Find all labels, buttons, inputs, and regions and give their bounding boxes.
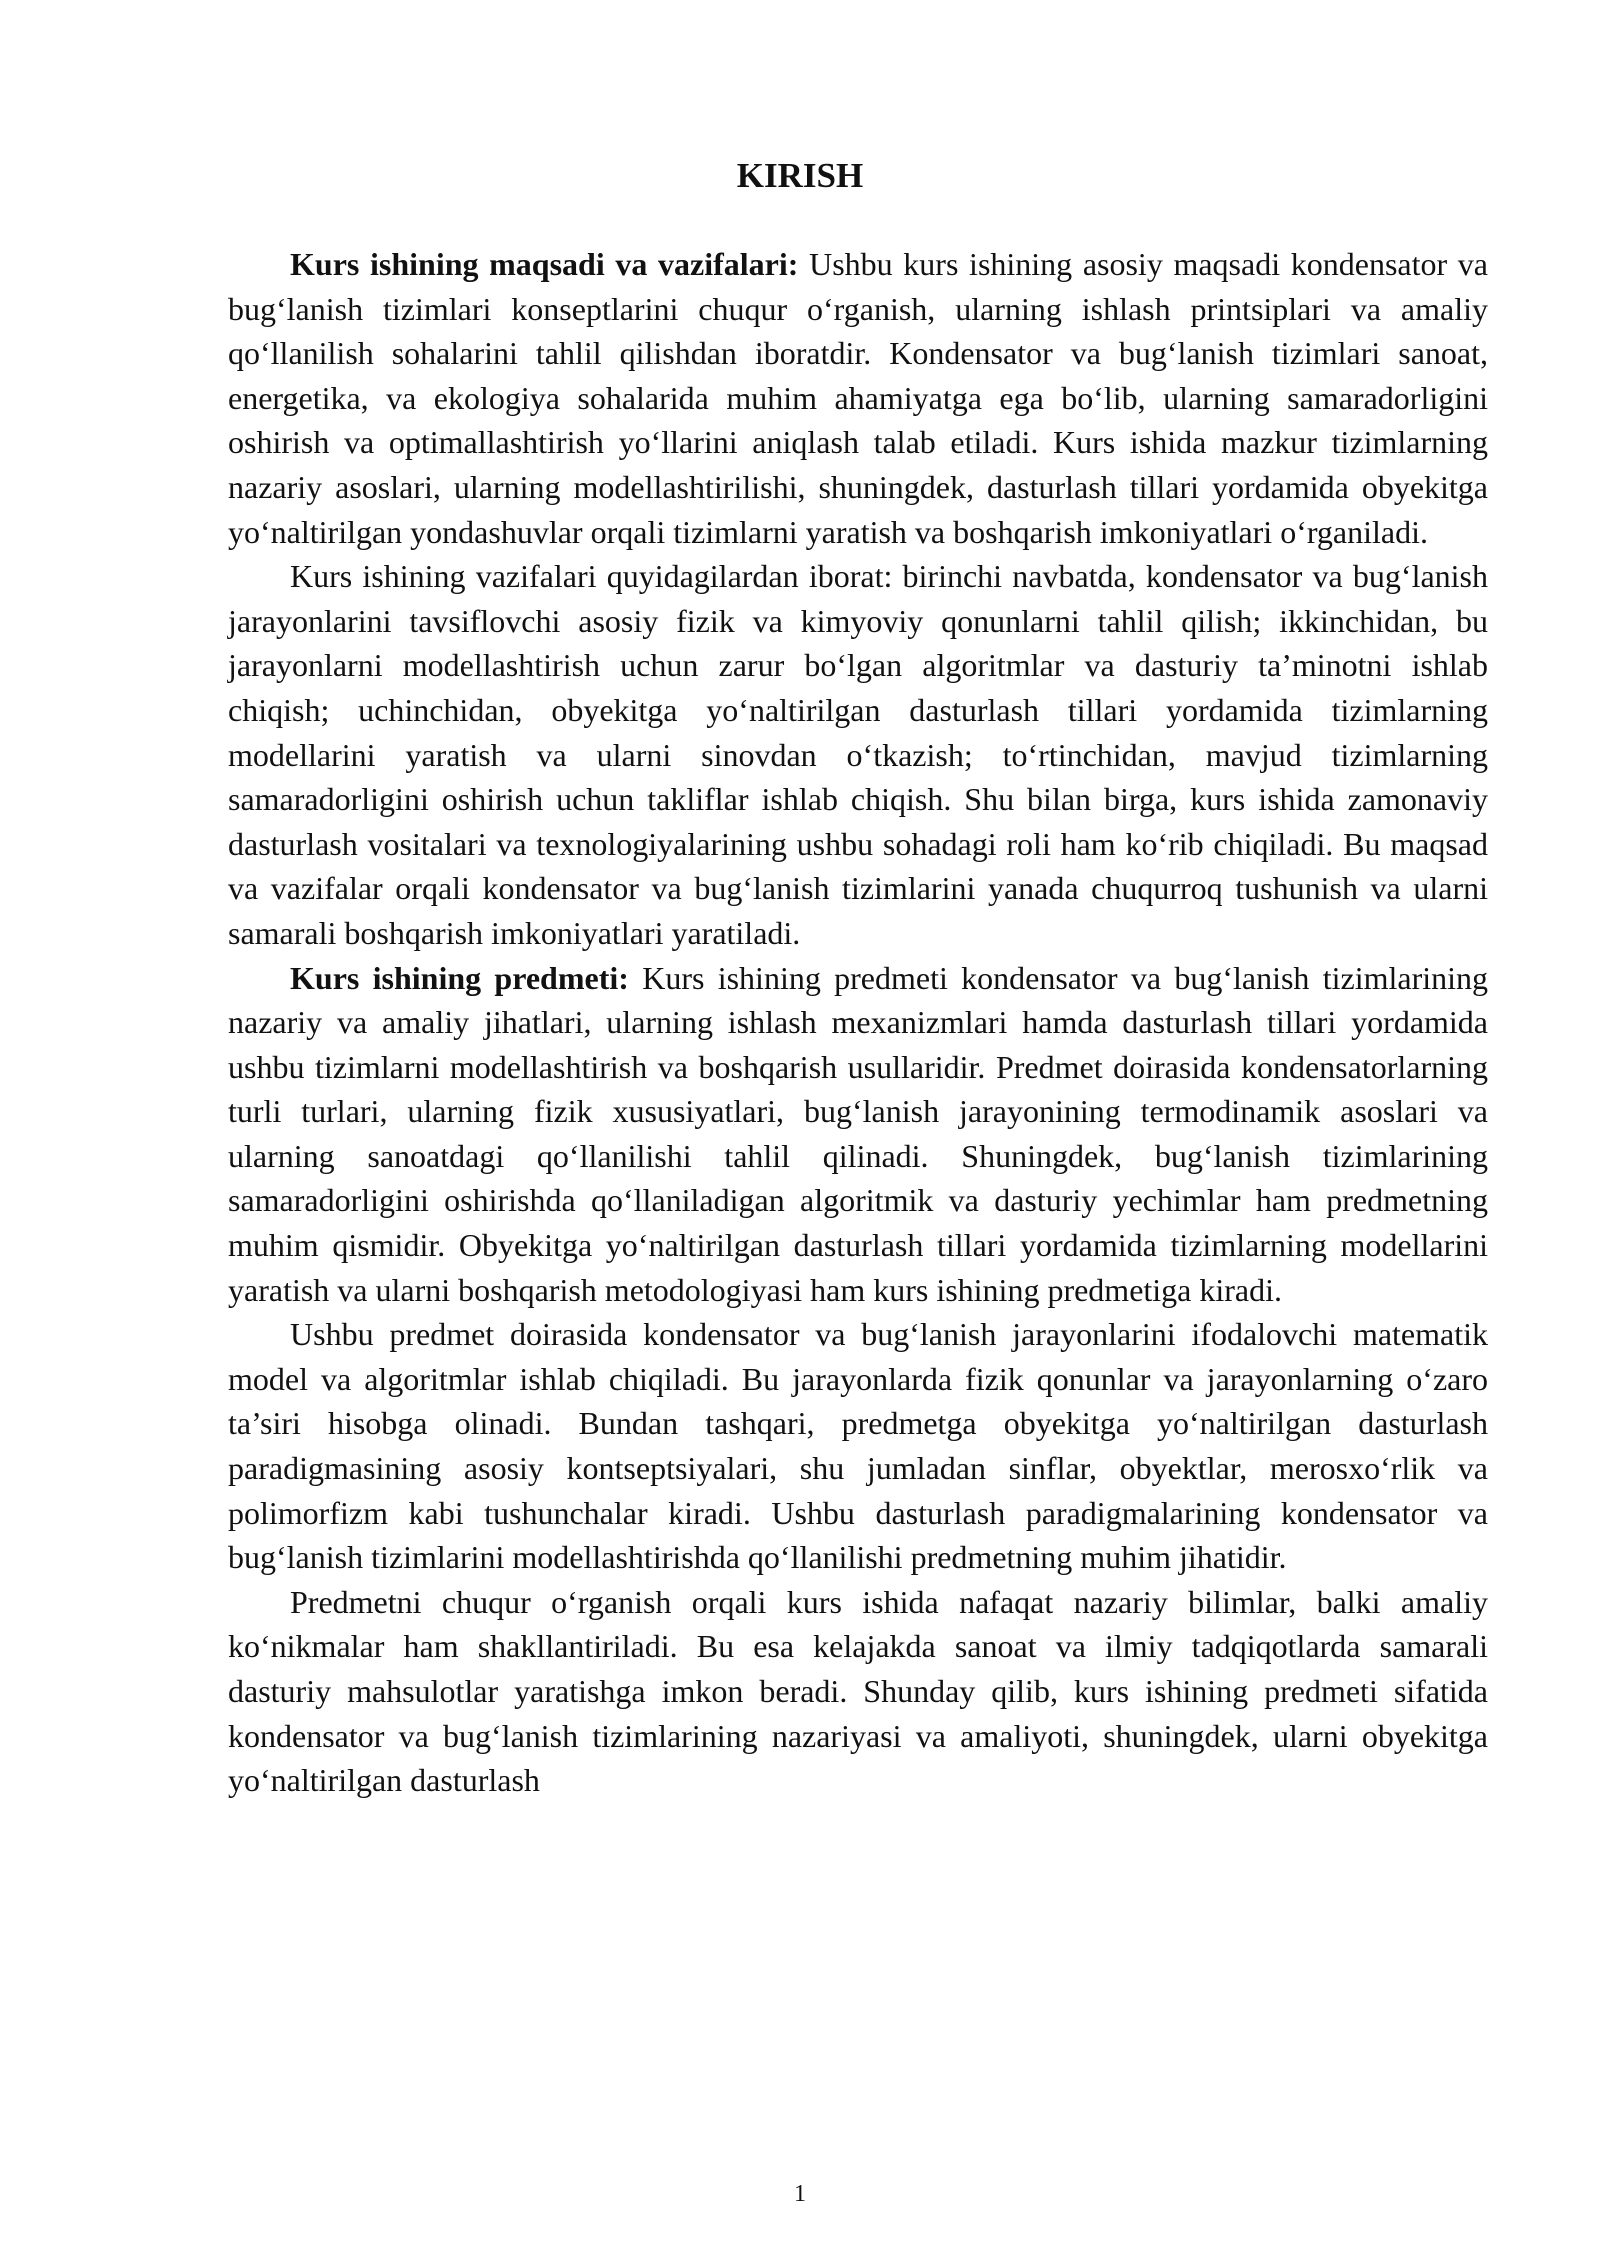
paragraph-text: Ushbu predmet doirasida kondensator va bug‘lanish jarayonlarini ifodalovchi matematik model va algoritmlar ishlab chiqiladi. Bu jarayonlarda fizik qonunlar va jarayonlarning o‘zaro ta’siri hisobga olinadi. Bundan tashqari, predmetga obyekitga yo‘naltirilgan dasturlash paradigmasining asosiy kontseptsiyalari, shu jumladan sinflar, obyektlar, merosxo‘rlik va polimorfizm kabi tushunchalar kiradi. Ushbu dasturlash paradigmalarining kondensator va bug‘lanish tizimlarini modellashtirishda qo‘llanilishi predmetning muhim jihatidir. [228,1316,1488,1576]
paragraph-subject-details [228,1312,1488,1580]
paragraph-text: Kurs ishining vazifalari quyidagilardan iborat: birinchi navbatda, kondensator va bug‘lanish jarayonlarini tavsiflovchi asosiy fizik va kimyoviy qonunlarni tahlil qilish; ikkinchidan, bu jarayonlarni modellashtirish uchun zarur bo‘lgan algoritmlar va dasturiy ta’minotni ishlab chiqish; uchinchidan, obyekitga yo‘naltirilgan dasturlash tillari yordamida tizimlarning modellarini yaratish va ularni sinovdan o‘tkazish; to‘rtinchidan, mavjud tizimlarning samaradorligini oshirish uchun takliflar ishlab chiqish. Shu bilan birga, kurs ishida zamonaviy dasturlash vositalari va texnologiyalarining ushbu sohadagi roli ham ko‘rib chiqiladi. Bu maqsad va vazifalar orqali kondensator va bug‘lanish tizimlarini yanada chuqurroq tushunish va ularni samarali boshqarish imkoniyatlari yaratiladi. [228,558,1488,951]
paragraph-tasks [228,554,1488,955]
body-text [228,242,1488,1803]
paragraph-lead: Kurs ishining maqsadi va vazifalari: [290,246,799,282]
paragraph-text: Kurs ishining predmeti kondensator va bug‘lanish tizimlarining nazariy va amaliy jihatlari, ularning ishlash mexanizmlari hamda dasturlash tillari yordamida ushbu tizimlarni modellashtirish va boshqarish usullaridir. Predmet doirasida kondensatorlarning turli turlari, ularning fizik xususiyatlari, bug‘lanish jarayonining termodinamik asoslari va ularning sanoatdagi qo‘llanilishi tahlil qilinadi. Shuningdek, bug‘lanish tizimlarining samaradorligini oshirishda qo‘llaniladigan algoritmik va dasturiy yechimlar ham predmetning muhim qismidir. Obyekitga yo‘naltirilgan dasturlash tillari yordamida tizimlarning modellarini yaratish va ularni boshqarish metodologiyasi ham kurs ishining predmetiga kiradi. [228,959,1489,1308]
paragraph-goals [228,242,1488,554]
paragraph-text: Predmetni chuqur o‘rganish orqali kurs ishida nafaqat nazariy bilimlar, balki amaliy ko‘nikmalar ham shakllantiriladi. Bu esa kelajakda sanoat va ilmiy tadqiqotlarda samarali dasturiy mahsulotlar yaratishga imkon beradi. Shunday qilib, kurs ishining predmeti sifatida kondensator va bug‘lanish tizimlarining nazariyasi va amaliyoti, shuningdek, ularni obyekitga yo‘naltirilgan dasturlash [228,1583,1488,1799]
paragraph-subject [228,956,1488,1313]
page-heading: KIRISH [736,156,864,195]
paragraph-lead: Kurs ishining predmeti: [290,959,629,996]
page-number: 1 [794,2181,806,2207]
paragraph-subject-summary [228,1580,1488,1803]
paragraph-text: Ushbu kurs ishining asosiy maqsadi kondensator va bug‘lanish tizimlari konseptlarini chuqur o‘rganish, ularning ishlash printsiplari va amaliy qo‘llanilish sohalarini tahlil qilishdan iboratdir. Kondensator va bug‘lanish tizimlari sanoat, energetika, va ekologiya sohalarida muhim ahamiyatga ega bo‘lib, ularning samaradorligini oshirish va optimallashtirish yo‘llarini aniqlash talab etiladi. Kurs ishida mazkur tizimlarning nazariy asoslari, ularning modellashtirilishi, shuningdek, dasturlash tillari yordamida obyekitga yo‘naltirilgan yondashuvlar orqali tizimlarni yaratish va boshqarish imkoniyatlari o‘rganiladi. [228,246,1489,550]
